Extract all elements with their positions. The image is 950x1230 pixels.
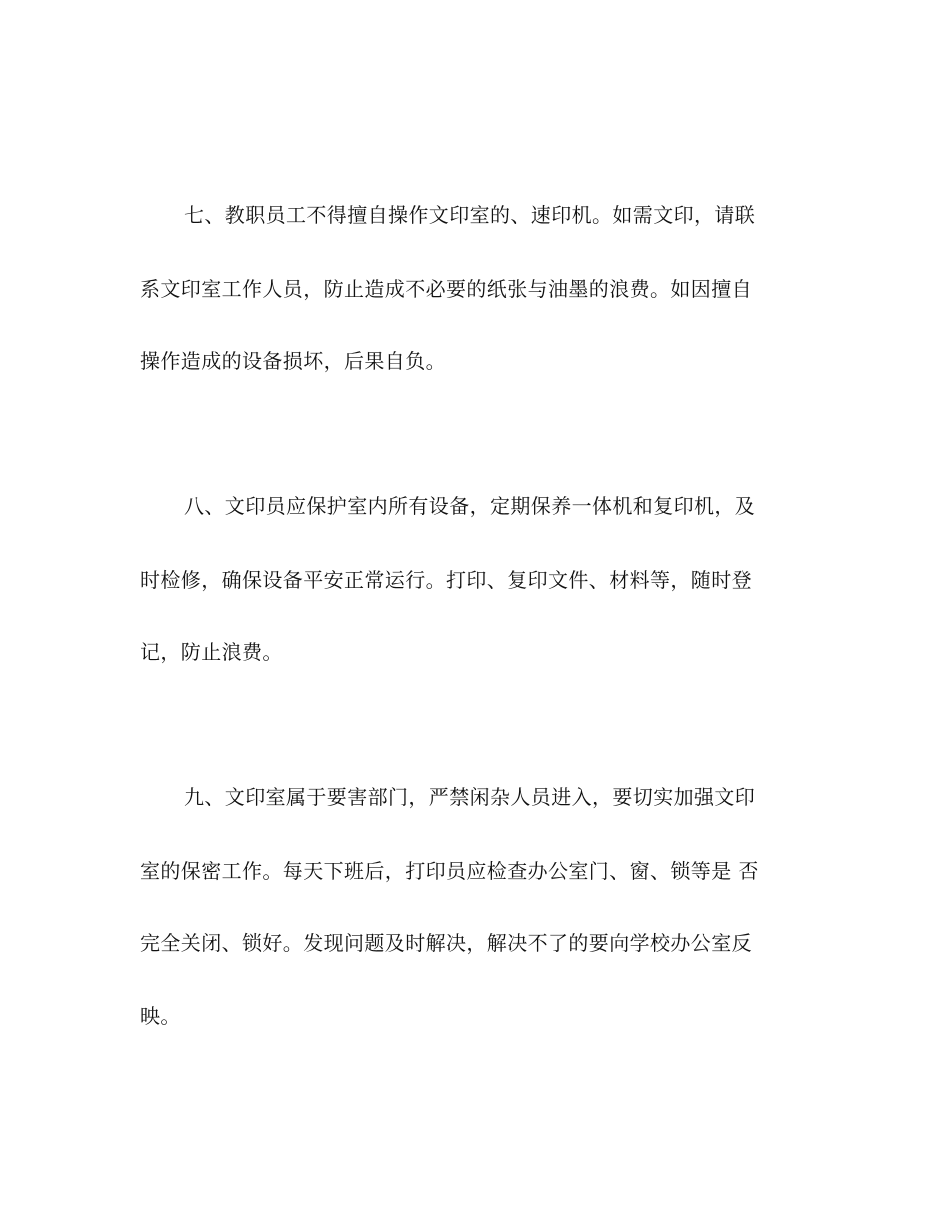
paragraph-line: 七、教职员工不得擅自操作文印室的、速印机。如需文印，请联 [184, 203, 756, 227]
paragraph-line: 操作造成的设备损坏，后果自负。 [140, 349, 446, 373]
paragraph-line: 完全关闭、锁好。发现问题及时解决，解决不了的要向学校办公室反 [140, 931, 752, 955]
paragraph-line: 八、文印员应保护室内所有设备，定期保养一体机和复印机，及 [184, 494, 756, 518]
paragraph-line: 记，防止浪费。 [140, 640, 283, 664]
paragraph-line: 室的保密工作。每天下班后，打印员应检查办公室门、窗、锁等是 否 [140, 859, 759, 883]
paragraph-line: 系文印室工作人员，防止造成不必要的纸张与油墨的浪费。如因擅自 [140, 277, 752, 301]
paragraph-line: 九、文印室属于要害部门，严禁闲杂人员进入，要切实加强文印 [184, 785, 756, 809]
paragraph-line: 时检修，确保设备平安正常运行。打印、复印文件、材料等，随时登 [140, 568, 752, 592]
paragraph-line: 映。 [140, 1004, 181, 1028]
